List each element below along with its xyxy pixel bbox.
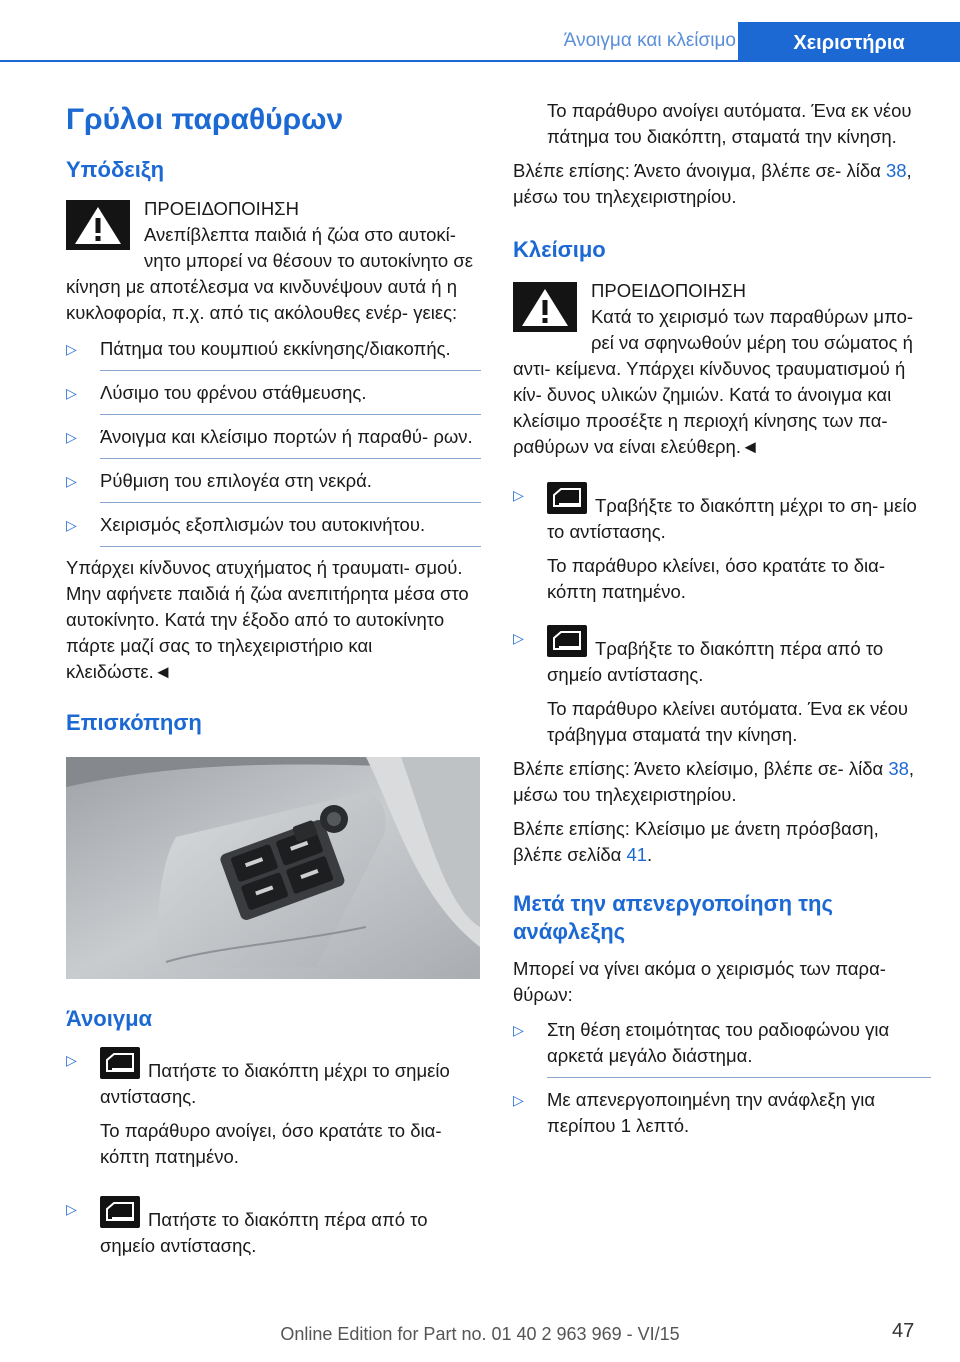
list-item: ▷ Πατήστε το διακόπτη πέρα από το σημείο αντίστασης. — [66, 1196, 481, 1259]
danger-text: Υπάρχει κίνδυνος ατυχήματος ή τραυματι- σμού. Μην αφήνετε παιδιά ή ζώα ανεπιτήρητα μέσα στο αυτοκίνητο. Κατά την έξοδο από το αυτοκίνητο πάρτε μαζί σας το τηλεχειριστήριο και κλειδώστε.◄ — [66, 557, 469, 682]
warning-label: ΠΡΟΕΙΔΟΠΟΙΗΣΗ — [591, 280, 746, 301]
window-switch-icon — [547, 625, 587, 657]
risk-actions-list — [66, 336, 481, 547]
list-item: ▷ Πάτημα του κουμπιού εκκίνησης/διακοπής. — [66, 336, 481, 371]
cross-reference: Βλέπε επίσης: Κλείσιμο με άνετη πρόσβαση, βλέπε σελίδα 41. — [513, 818, 879, 865]
section-title: Άνοιγμα και κλείσιμο — [563, 30, 736, 51]
list-item: ▷ Τραβήξτε το διακόπτη πέρα από το σημείο αντίστασης. Το παράθυρο κλείνει αυτόματα. Ένα εκ νέου τράβηγμα σταματά την κίνηση. — [513, 625, 931, 748]
page-link[interactable]: 41 — [626, 844, 648, 865]
chapter-tab[interactable]: Χειριστήρια — [738, 22, 960, 62]
triangle-bullet-icon: ▷ — [66, 341, 77, 357]
window-switch-icon — [547, 482, 587, 514]
window-switch-icon — [100, 1196, 140, 1228]
right-column — [513, 98, 931, 1139]
note-heading: Υπόδειξη — [66, 157, 165, 182]
list-item: ▷ Με απενεργοποιημένη την ανάφλεξη για περίπου 1 λεπτό. — [513, 1089, 876, 1136]
warning-text: Κατά το χειρισμό των παραθύρων μπο- ρεί να σφηνωθούν μέρη του σώματος ή αντι- κείμενα. Υπάρχει κίνδυνος τραυματισμού ή κίν- δυνος υλικών ζημιών. Κατά το άνοιγμα και κλείσιμο προσέξτε η περιοχή κίνησης των πα- ραθύρων να είναι ελεύθερη.◄ — [513, 306, 914, 457]
step-result: Το παράθυρο ανοίγει, όσο κρατάτε το δια- κόπτη πατημένο. — [100, 1120, 442, 1167]
triangle-bullet-icon: ▷ — [513, 630, 524, 646]
triangle-bullet-icon: ▷ — [66, 429, 77, 445]
warning-icon — [66, 200, 130, 250]
warning-block — [513, 278, 931, 460]
ignition-heading: Μετά την απενεργοποίηση της ανάφλεξης — [513, 891, 833, 944]
triangle-bullet-icon: ▷ — [66, 385, 77, 401]
list-item: ▷ Ρύθμιση του επιλογέα στη νεκρά. — [66, 468, 481, 503]
step-result: Το παράθυρο κλείνει αυτόματα. Ένα εκ νέου τράβηγμα σταματά την κίνηση. — [547, 698, 908, 745]
page-link[interactable]: 38 — [888, 758, 909, 779]
list-item: ▷ Πατήστε το διακόπτη μέχρι το σημείο αντίστασης. Το παράθυρο ανοίγει, όσο κρατάτε το δια- κόπτη πατημένο. — [66, 1047, 481, 1170]
triangle-bullet-icon: ▷ — [66, 517, 77, 533]
opening-heading: Άνοιγμα — [66, 1006, 153, 1031]
triangle-bullet-icon: ▷ — [66, 1052, 77, 1068]
page-header — [0, 0, 960, 62]
warning-icon — [513, 282, 577, 332]
list-item: ▷ Στη θέση ετοιμότητας του ραδιοφώνου για αρκετά μεγάλο διάστημα. — [513, 1017, 931, 1078]
triangle-bullet-icon: ▷ — [513, 1092, 524, 1108]
ignition-list — [513, 1017, 931, 1139]
list-item: ▷ Τραβήξτε το διακόπτη μέχρι το ση- μείο το αντίστασης. Το παράθυρο κλείνει, όσο κρατάτε το δια- κόπτη πατημένο. — [513, 482, 931, 605]
page-link[interactable]: 38 — [885, 160, 907, 181]
page-title: Γρύλοι παραθύρων — [66, 103, 344, 136]
triangle-bullet-icon: ▷ — [66, 1201, 77, 1217]
left-column — [66, 86, 481, 1259]
triangle-bullet-icon: ▷ — [66, 473, 77, 489]
cross-reference: Βλέπε επίσης: Άνετο άνοιγμα, βλέπε σε- λίδα 38, μέσω του τηλεχειριστηρίου. — [513, 160, 912, 207]
triangle-bullet-icon: ▷ — [513, 1022, 524, 1038]
step-result: Το παράθυρο ανοίγει αυτόματα. Ένα εκ νέου πάτημα του διακόπτη, σταματά την κίνηση. — [547, 100, 912, 147]
window-switch-photo — [66, 757, 480, 979]
overview-heading: Επισκόπηση — [66, 710, 202, 735]
header-rule — [0, 60, 960, 62]
closing-heading: Κλείσιμο — [513, 237, 606, 262]
window-switch-icon — [100, 1047, 140, 1079]
ignition-text: Μπορεί να γίνει ακόμα ο χειρισμός των παρα- θύρων: — [513, 958, 886, 1005]
step-result: Το παράθυρο κλείνει, όσο κρατάτε το δια- κόπτη πατημένο. — [547, 555, 885, 602]
footer-edition: Online Edition for Part no. 01 40 2 963 969 - VI/15 — [280, 1324, 680, 1344]
opening-steps — [66, 1047, 481, 1259]
triangle-bullet-icon: ▷ — [513, 487, 524, 503]
warning-block — [66, 196, 481, 326]
list-item: ▷ Χειρισμός εξοπλισμών του αυτοκινήτου. — [66, 512, 481, 547]
warning-label: ΠΡΟΕΙΔΟΠΟΙΗΣΗ — [144, 198, 299, 219]
warning-text: Ανεπίβλεπτα παιδιά ή ζώα στο αυτοκί- νητο μπορεί να θέσουν το αυτοκίνητο σε κίνηση με αποτέλεσμα να κινδυνέψουν αυτά ή η κυκλοφορία, π.χ. από τις ακόλουθες ενέρ- γειες: — [66, 224, 473, 323]
list-item: ▷ Λύσιμο του φρένου στάθμευσης. — [66, 380, 481, 415]
page-number: 47 — [892, 1320, 915, 1342]
closing-steps — [513, 482, 931, 748]
cross-reference: Βλέπε επίσης: Άνετο κλείσιμο, βλέπε σε- λίδα 38, μέσω του τηλεχειριστηρίου. — [513, 758, 915, 805]
list-item: ▷ Άνοιγμα και κλείσιμο πορτών ή παραθύ- ρων. — [66, 424, 481, 459]
